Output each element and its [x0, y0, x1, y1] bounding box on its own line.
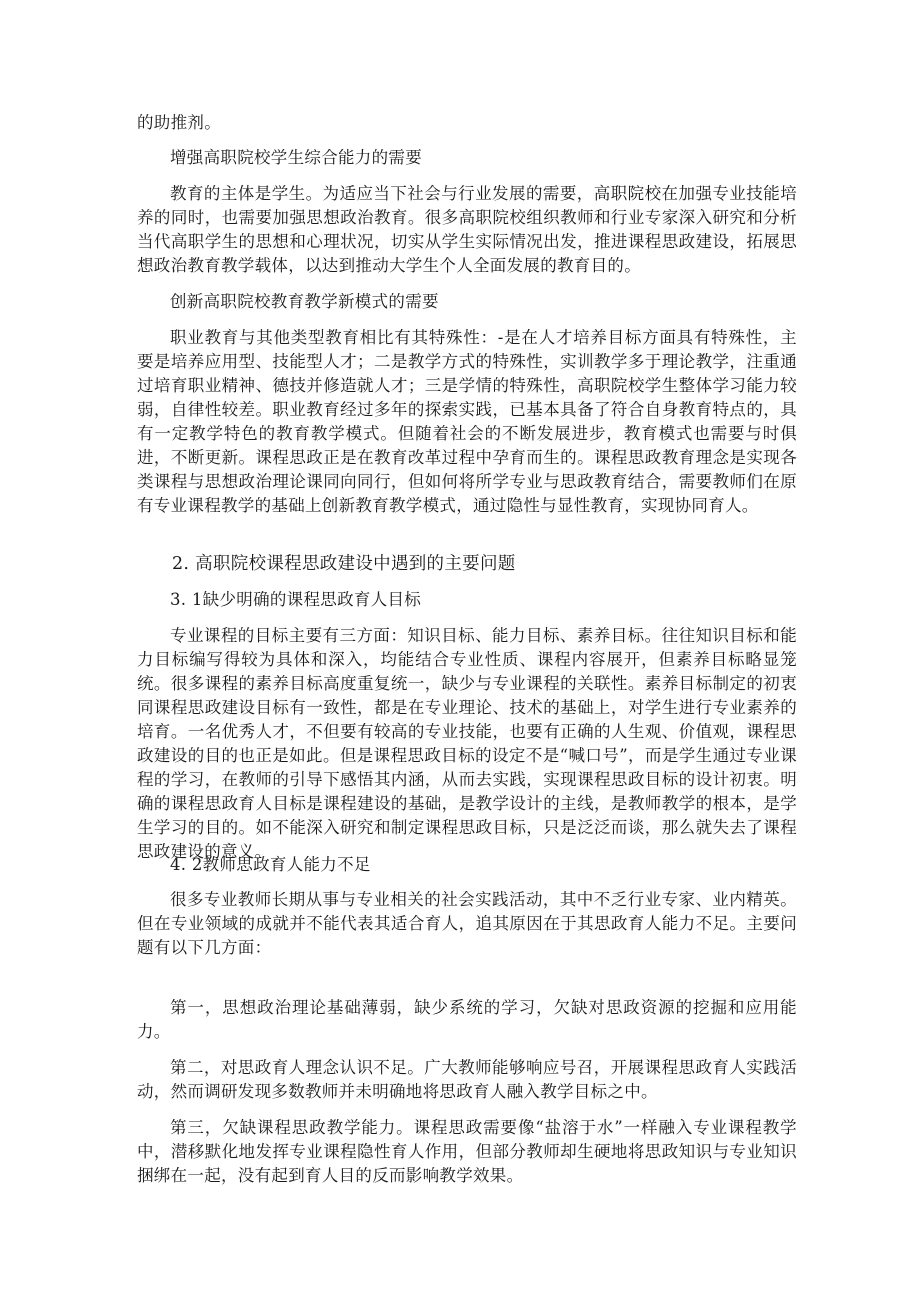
paragraph-continuation: 的助推剂。	[137, 113, 221, 132]
paragraph-point-third: 第三，欠缺课程思政教学能力。课程思政需要像“盐溶于水”一样融入专业课程教学中，潜移默化地发挥专业课程隐性育人作用，但部分教师却生硬地将思政知识与专业知识捆绑在一起，没有起到育人目的反而影响教学效果。	[137, 1118, 797, 1185]
section-heading-2: 2. 高职院校课程思政建设中遇到的主要问题	[172, 554, 516, 574]
subheading-teaching-mode: 创新高职院校教育教学新模式的需要	[170, 292, 439, 311]
paragraph-point-second: 第二，对思政育人理念认识不足。广大教师能够响应号召，开展课程思政育人实践活动，然而调研发现多数教师并未明确地将思政育人融入教学目标之中。	[137, 1058, 797, 1101]
section-heading-3-1: 3. 1缺少明确的课程思政育人目标	[170, 590, 422, 609]
paragraph-teaching-mode: 职业教育与其他类型教育相比有其特殊性：-是在人才培养目标方面具有特殊性，主要是培养应用型、技能型人才；二是教学方式的特殊性，实训教学多于理论教学，注重通过培育职业精神、德技并修造就人才；三是学情的特殊性，高职院校学生整体学习能力较弱，自律性较差。职业教育经过多年的探索实践，已基本具备了符合自身教育特点的，具有一定教学特色的教育教学模式。但随着社会的不断发展进步，教育模式也需要与时俱进，不断更新。课程思政正是在教育改革过程中孕育而生的。课程思政教育理念是实现各类课程与思想政治理论课同向同行，但如何将所学专业与思政教育结合，需要教师们在原有专业课程教学的基础上创新教育教学模式，通过隐性与显性教育，实现协同育人。	[137, 328, 797, 515]
paragraph-section-3-1: 专业课程的目标主要有三方面：知识目标、能力目标、素养目标。往往知识目标和能力目标编写得较为具体和深入，均能结合专业性质、课程内容展开，但素养目标略显笼统。很多课程的素养目标高度重复统一，缺少与专业课程的关联性。素养目标制定的初衷同课程思政建设目标有一致性，都是在专业理论、技术的基础上，对学生进行专业素养的培育。一名优秀人才，不但要有较高的专业技能，也要有正确的人生观、价值观，课程思政建设的目的也正是如此。但是课程思政目标的设定不是“喊口号”，而是学生通过专业课程的学习，在教师的引导下感悟其内涵，从而去实践，实现课程思政目标的设计初衷。明确的课程思政育人目标是课程建设的基础，是教学设计的主线，是教师教学的根本，是学生学习的目的。如不能深入研究和制定课程思政目标，只是泛泛而谈，那么就失去了课程思政建设的意义。	[137, 626, 797, 861]
paragraph-student-ability: 教育的主体是学生。为适应当下社会与行业发展的需要，高职院校在加强专业技能培养的同时，也需要加强思想政治教育。很多高职院校组织教师和行业专家深入研究和分析当代高职学生的思想和心理状况，切实从学生实际情况出发，推进课程思政建设，拓展思想政治教育教学载体，以达到推动大学生个人全面发展的教育目的。	[137, 184, 797, 275]
paragraph-point-first: 第一，思想政治理论基础薄弱，缺少系统的学习，欠缺对思政资源的挖掘和应用能力。	[137, 998, 797, 1041]
subheading-student-ability: 增强高职院校学生综合能力的需要	[170, 148, 422, 167]
paragraph-section-4-2: 很多专业教师长期从事与专业相关的社会实践活动，其中不乏行业专家、业内精英。但在专业领域的成就并不能代表其适合育人，追其原因在于其思政育人能力不足。主要问题有以下几方面：	[137, 890, 797, 957]
section-heading-4-2: 4. 2教师思政育人能力不足	[170, 855, 371, 874]
